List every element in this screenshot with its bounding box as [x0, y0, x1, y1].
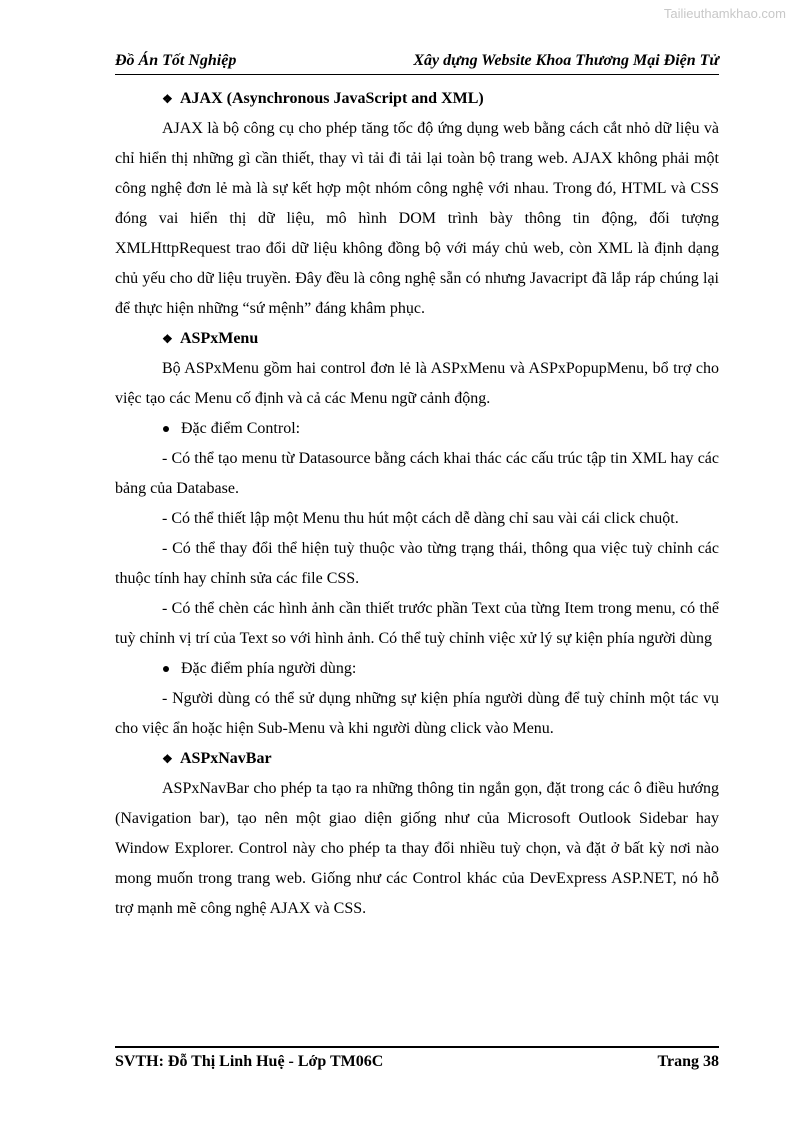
bullet-user-features-text: Đặc điểm phía người dùng: [181, 660, 357, 677]
dash-item-4: - Có thể chèn các hình ảnh cần thiết trước phần Text của từng Item trong menu, có thể tuỳ chỉnh vị trí của Text so với hình ảnh. Có thể tuỳ chỉnh việc xử lý sự kiện phía người dùng [115, 600, 719, 647]
heading-aspxmenu-text: ASPxMenu [180, 330, 259, 347]
header-left-title: Đồ Án Tốt Nghiệp [115, 52, 237, 69]
heading-aspxmenu [115, 324, 719, 354]
diamond-bullet-icon: ❖ [162, 92, 173, 106]
watermark: Tailieuthamkhao.com [663, 6, 786, 21]
heading-ajax [115, 84, 719, 114]
dash-item-2: - Có thể thiết lập một Menu thu hút một cách dễ dàng chỉ sau vài cái click chuột. [162, 510, 679, 527]
diamond-bullet-icon: ❖ [162, 332, 173, 346]
diamond-bullet-icon: ❖ [162, 752, 173, 766]
heading-aspxnavbar [115, 744, 719, 774]
footer-author: SVTH: Đỗ Thị Linh Huệ - Lớp TM06C [115, 1053, 384, 1070]
dot-bullet-icon [163, 426, 169, 432]
paragraph-aspxmenu: Bộ ASPxMenu gồm hai control đơn lẻ là ASPxMenu và ASPxPopupMenu, bổ trợ cho việc tạo các Menu cố định và cả các Menu ngữ cảnh động. [115, 360, 719, 407]
dot-bullet-icon [163, 666, 169, 672]
bullet-control-features-text: Đặc điểm Control: [181, 420, 301, 437]
footer-page-number: Trang 38 [657, 1053, 719, 1070]
dash-item-5: - Người dùng có thể sử dụng những sự kiện phía người dùng để tuỳ chỉnh một tác vụ cho việc ẩn hoặc hiện Sub-Menu và khi người dùng click vào Menu. [115, 690, 719, 737]
dash-item-1: - Có thể tạo menu từ Datasource bằng cách khai thác các cấu trúc tập tin XML hay các bảng của Database. [115, 450, 719, 497]
page-header [115, 50, 719, 75]
paragraph-aspxnavbar: ASPxNavBar cho phép ta tạo ra những thông tin ngắn gọn, đặt trong các ô điều hướng (Navigation bar), tạo nên một giao diện giống như của Microsoft Outlook Sidebar hay Window Explorer. Control này cho phép ta thay đổi nhiều tuỳ chọn, và đặt ở bất kỳ nơi nào mong muốn trong trang web. Giống như các Control khác của DevExpress ASP.NET, nó hỗ trợ mạnh mẽ công nghệ AJAX và CSS. [115, 780, 719, 917]
dash-item-3: - Có thể thay đổi thể hiện tuỳ thuộc vào từng trạng thái, thông qua việc tuỳ chỉnh các thuộc tính hay chỉnh sửa các file CSS. [115, 540, 719, 587]
page-footer [115, 1046, 719, 1071]
page-body [115, 84, 719, 924]
heading-ajax-text: AJAX (Asynchronous JavaScript and XML) [180, 90, 484, 107]
paragraph-ajax: AJAX là bộ công cụ cho phép tăng tốc độ ứng dụng web bằng cách cắt nhỏ dữ liệu và chỉ hiển thị những gì cần thiết, thay vì tải đi tải lại toàn bộ trang web. AJAX không phải một công nghệ đơn lẻ mà là sự kết hợp một nhóm công nghệ với nhau. Trong đó, HTML và CSS đóng vai hiển thị dữ liệu, mô hình DOM trình bày thông tin động, đối tượng XMLHttpRequest trao đổi dữ liệu không đồng bộ với máy chủ web, còn XML là định dạng chủ yếu cho dữ liệu truyền. Đây đều là công nghệ sẵn có nhưng Javacript đã lắp ráp chúng lại để thực hiện những “sứ mệnh” đáng khâm phục. [115, 120, 719, 317]
header-right-title: Xây dựng Website Khoa Thương Mại Điện Tử [413, 52, 719, 69]
heading-aspxnavbar-text: ASPxNavBar [180, 750, 272, 767]
bullet-user-features [115, 654, 719, 684]
bullet-control-features [115, 414, 719, 444]
